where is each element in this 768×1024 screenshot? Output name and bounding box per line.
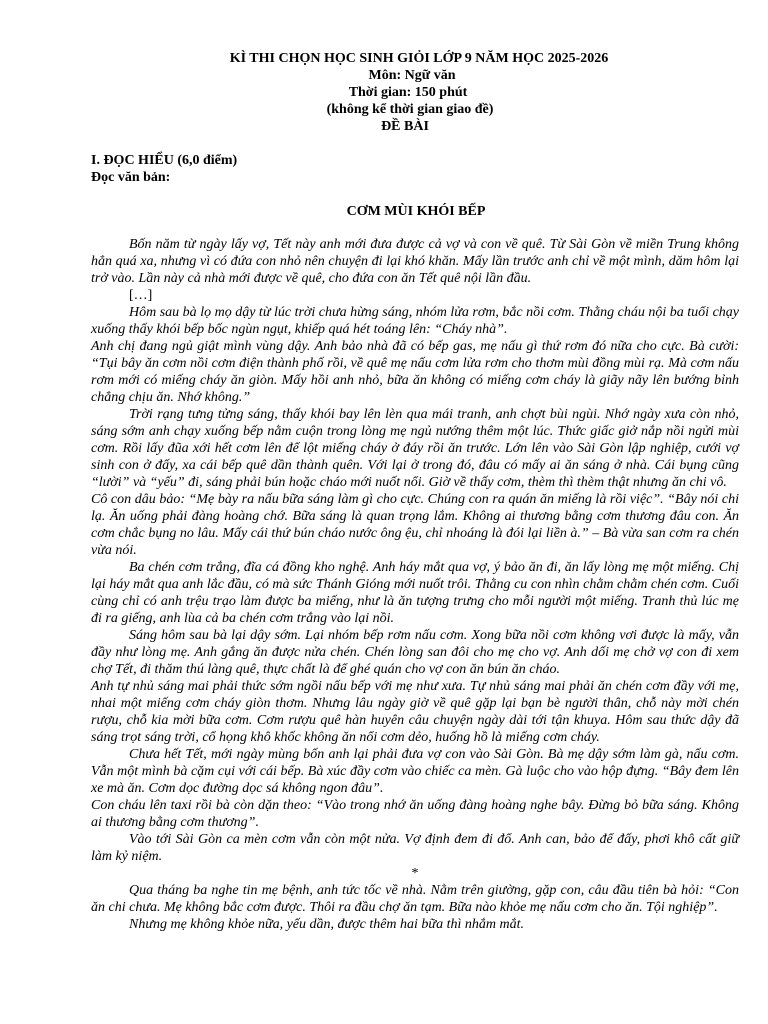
exam-header (0, 50, 768, 135)
exam-title: KÌ THI CHỌN HỌC SINH GIỎI LỚP 9 NĂM HỌC 2025-2026 (229, 51, 609, 66)
story-paragraph: Anh chị đang ngủ giật mình vùng dậy. Anh bảo nhà đã có bếp gas, mẹ nấu gì thứ rơm đó nữa cho cực. Bà cười: “Tụi bây ăn cơm nồi cơm điện thành phố rồi, về quê mẹ nấu cơm lửa rơm cho thơm mùi đồng mùi rạ. Mà cơm nấu rơm mới có miếng cháy ăn giòn. Mấy hồi anh nhỏ, bữa ăn không có miếng cơm cháy là giãy nãy lên bướng bỉnh chẳng chịu ăn. Nhớ không.” (91, 339, 739, 405)
section-divider-star: * (411, 866, 419, 881)
duration-note: (không kể thời gian giao đề) (326, 102, 494, 117)
subject-line: Môn: Ngữ văn (368, 68, 456, 83)
story-title: CƠM MÙI KHÓI BẾP (346, 204, 486, 219)
story-ellipsis: […] (129, 288, 153, 303)
story-paragraph: Nhưng mẹ không khỏe nữa, yếu dần, được thêm hai bữa thì nhắm mắt. (129, 917, 524, 932)
story-paragraph: Con cháu lên taxi rồi bà còn dặn theo: “Vào trong nhớ ăn uống đàng hoàng nghe bây. Đừng bỏ bữa sáng. Không ai thương bằng cơm thương”. (91, 798, 739, 830)
story-paragraph: Vào tới Sài Gòn ca mèn cơm vẫn còn một nửa. Vợ định đem đi đổ. Anh can, bảo để đấy, phơi khô cất giữ làm kỷ niệm. (91, 832, 739, 864)
story-paragraph: Cô con dâu bảo: “Mẹ bày ra nấu bữa sáng làm gì cho cực. Chúng con ra quán ăn miếng là rồi việc”. “Bây nói chi lạ. Ăn uống phải đàng hoàng chớ. Bữa sáng là quan trọng lắm. Không ai thương bằng cơm thương đâu con. Ăn cơm chắc bụng no lâu. Mấy cái thứ bún cháo nước ông ệu, chỉ nhoáng là đói lại liền à.” – Bà vừa san cơm ra chén vừa nói. (91, 492, 739, 558)
story-paragraph: Hôm sau bà lọ mọ dậy từ lúc trời chưa hừng sáng, nhóm lửa rơm, bắc nồi cơm. Thằng cháu nội ba tuổi chạy xuống thấy khói bếp bốc ngùn ngụt, khiếp quá hét toáng lên: “Cháy nhà”. (91, 305, 739, 337)
story-paragraph: Chưa hết Tết, mới ngày mùng bốn anh lại phải đưa vợ con vào Sài Gòn. Bà mẹ dậy sớm làm gà, nấu cơm. Vẫn một mình bà cặm cụi với cái bếp. Bà xúc đầy cơm vào chiếc ca mèn. Gà luộc cho vào hộp đựng. “Bây đem lên xe mà ăn. Cơm dọc đường dọc sá không ngon đâu”. (91, 747, 739, 796)
de-bai-heading: ĐỀ BÀI (381, 119, 429, 134)
duration-line: Thời gian: 150 phút (348, 85, 468, 100)
story-paragraph: Qua tháng ba nghe tin mẹ bệnh, anh tức tốc về nhà. Nằm trên giường, gặp con, câu đầu tiên bà hỏi: “Con ăn chi chưa. Mẹ không bắc cơm được. Thôi ra đầu chợ ăn tạm. Bữa nào khỏe mẹ nấu cơm cho ăn. Tội nghiệp”. (91, 883, 739, 915)
story-paragraph: Anh tự nhủ sáng mai phải thức sớm ngồi nấu bếp với mẹ như xưa. Tự nhủ sáng mai phải ăn chén cơm đầy với mẹ, nhai một miếng cơm cháy giòn thơm. Nhưng lâu ngày giờ về quê gặp lại bạn bè người thân, chỗ này mời chén rượu, chỗ kia mời bữa cơm. Cơm rượu quê hàn huyên câu chuyện ngày dài tới tận khuya. Hôm sau thức dậy đã sáng trọt sáng trời, cổ họng khô khốc không ăn nổi cơm dẻo, huống hồ là miếng cơm cháy. (91, 679, 739, 745)
section-heading: I. ĐỌC HIỂU (6,0 điểm) (91, 153, 238, 168)
story-paragraph: Ba chén cơm trắng, đĩa cá đồng kho nghệ. Anh háy mắt qua vợ, ý bảo ăn đi, ăn lấy lòng mẹ một miếng. Chị lại háy mắt qua anh lắc đầu, có mà sức Thánh Gióng mới nuốt trôi. Thằng cu con nhìn chằm chằm chén cơm. Cuối cùng chỉ có anh trệu trạo làm được ba miếng, như là ăn tượng trưng cho mỗi người một miếng. Tranh thủ lúc mẹ đi ra giếng, anh lùa cả ba chén cơm trắng vào lại nồi. (91, 560, 739, 626)
story-paragraph: Bốn năm từ ngày lấy vợ, Tết này anh mới đưa được cả vợ và con về quê. Từ Sài Gòn về miền Trung không hẳn quá xa, nhưng vì có đứa con nhỏ nên chuyện đi lại khó khăn. Mấy lần trước anh chỉ về một mình, dăm hôm lại trở vào. Lần này cả nhà mới được về quê, cho đứa con ăn Tết quê nội lần đầu. (91, 237, 739, 286)
story-body (91, 236, 739, 933)
section-instruction: Đọc văn bản: (91, 170, 171, 185)
story-paragraph: Trời rạng tưng tửng sáng, thấy khói bay lên lèn qua mái tranh, anh chợt bùi ngùi. Nhớ ngày xưa còn nhỏ, sáng sớm anh chạy xuống bếp nằm cuộn trong lòng mẹ ngủ nướng thêm một lúc. Thức giấc giở nắp nồi ngửi mùi cơm. Rồi lấy đũa xới hết cơm lên để lột miếng cháy ở đáy rồi ăn trước. Lớn lên vào Sài Gòn lập nghiệp, cưới vợ sinh con ở đấy, xa cái bếp quê dần thành quên. Với lại ở trong đó, đâu có mấy ai ăn sáng ở nhà. Cái bụng cũng “lười” và “yếu” đi, sáng phải bún hoặc cháo mới nuốt nổi. Giờ về thấy cơm, thèm thì thèm thật nhưng ăn chi vô. (91, 407, 739, 490)
story-paragraph: Sáng hôm sau bà lại dậy sớm. Lại nhóm bếp rơm nấu cơm. Xong bữa nồi cơm không vơi được là mấy, vẫn đầy như lòng mẹ. Anh gắng ăn được nửa chén. Chén lòng san đôi cho mẹ cho vợ. Anh dối mẹ chở vợ con đi xem chợ Tết, đi thăm thú làng quê, thực chất là để ghé quán cho vợ con ăn bún ăn cháo. (91, 628, 739, 677)
